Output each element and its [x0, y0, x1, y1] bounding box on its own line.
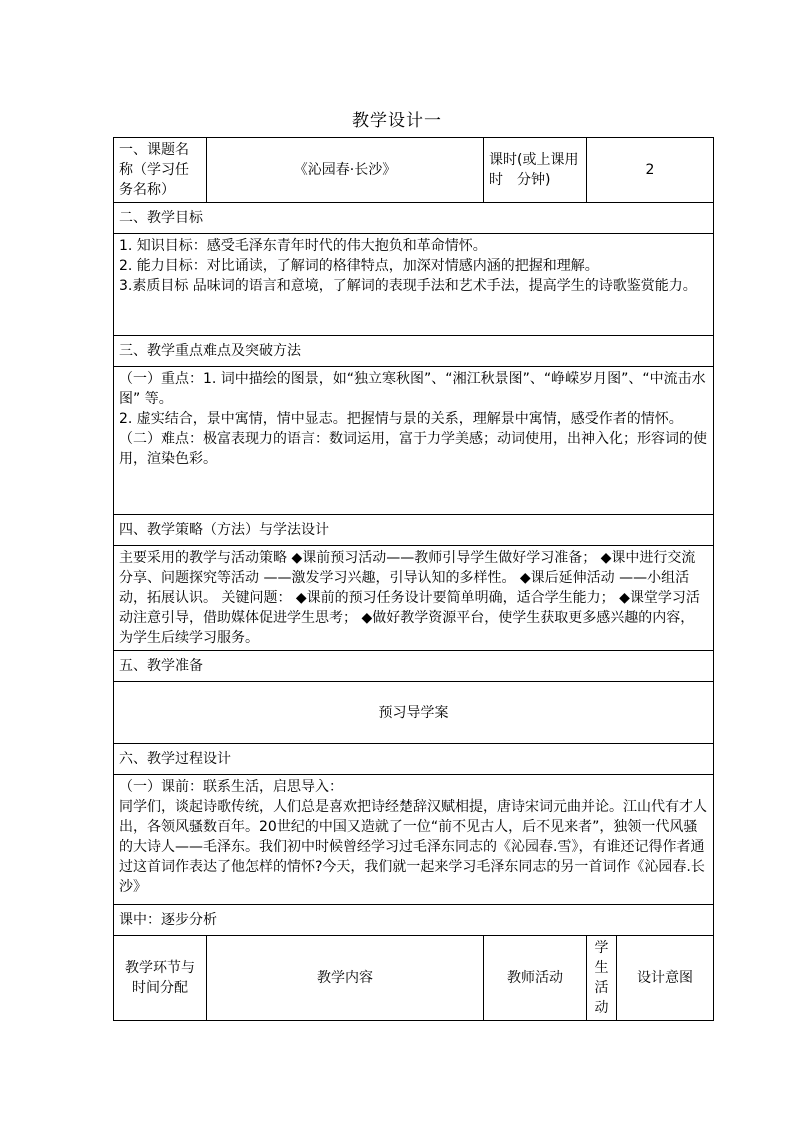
- midclass-heading: 课中：逐步分析: [114, 905, 714, 936]
- key-points-heading: 三、教学重点难点及突破方法: [114, 336, 714, 367]
- course-title: 《沁园春·长沙》: [207, 138, 484, 203]
- column-header-stage: 教学环节与时间分配: [114, 936, 207, 1021]
- process-heading: 六、教学过程设计: [114, 744, 714, 775]
- lesson-plan-table: [113, 137, 714, 1021]
- column-header-content: 教学内容: [207, 936, 484, 1021]
- column-header-intent: 设计意图: [617, 936, 714, 1021]
- column-header-teacher: 教师活动: [484, 936, 587, 1021]
- process-intro: [114, 775, 714, 905]
- class-hours-label: 课时(或上课用时 分钟): [484, 138, 587, 203]
- class-hours-value: 2: [587, 138, 714, 203]
- document-title: 教学设计一: [352, 111, 442, 131]
- midclass-column-headers: [114, 936, 714, 1021]
- objectives-heading: 二、教学目标: [114, 203, 714, 234]
- preparation-heading: 五、教学准备: [114, 651, 714, 682]
- objectives-content: [114, 234, 714, 336]
- objective-item: 2. 能力目标：对比诵读，了解词的格律特点，加深对情感内涵的把握和理解。: [119, 258, 599, 274]
- key-point-item: （一）重点：1. 词中描绘的图景，如“独立寒秋图”、“湘江秋景图”、“峥嵘岁月图”、“中流击水图” 等。: [119, 371, 706, 407]
- process-intro-title: （一）课前：联系生活，启思导入：: [119, 779, 343, 795]
- objective-item: 3.素质目标 品味词的语言和意境，了解词的表现手法和艺术手法，提高学生的诗歌鉴赏能力。: [119, 278, 697, 294]
- strategy-content: 主要采用的教学与活动策略 ◆课前预习活动——教师引导学生做好学习准备； ◆课中进行交流分享、问题探究等活动 ——激发学习兴趣，引导认知的多样性。 ◆课后延伸活动 ——小组活动，拓展认识。 关键问题： ◆课前的预习任务设计要简单明确，适合学生能力； ◆课堂学习活动注意引导，借助媒体促进学生思考； ◆做好教学资源平台，使学生获取更多感兴趣的内容，为学生后续学习服务。: [114, 546, 714, 651]
- key-points-content: [114, 367, 714, 515]
- strategy-heading: 四、教学策略（方法）与学法设计: [114, 515, 714, 546]
- process-intro-text: 同学们，谈起诗歌传统，人们总是喜欢把诗经楚辞汉赋相提，唐诗宋词元曲并论。江山代有才人出，各领风骚数百年。20世纪的中国又造就了一位“前不见古人，后不见来者”，独领一代风骚的大诗人——毛泽东。我们初中时候曾经学习过毛泽东同志的《沁园春.雪》，有谁还记得作者通过这首词作表达了他怎样的情怀?今天，我们就一起来学习毛泽东同志的另一首词作《沁园春.长沙》: [119, 799, 707, 895]
- course-info-row: [114, 138, 714, 203]
- key-point-item: 2. 虚实结合，景中寓情，情中显志。把握情与景的关系，理解景中寓情，感受作者的情怀。: [119, 411, 683, 427]
- key-point-item: （二）难点：极富表现力的语言：数词运用，富于力学美感；动词使用，出神入化；形容词的使用，渲染色彩。: [119, 431, 707, 467]
- course-name-label: 一、课题名称（学习任务名称）: [114, 138, 207, 203]
- objective-item: 1. 知识目标：感受毛泽东青年时代的伟大抱负和革命情怀。: [119, 238, 487, 254]
- preparation-content: 预习导学案: [114, 682, 714, 744]
- column-header-student: 学生活动: [587, 936, 617, 1021]
